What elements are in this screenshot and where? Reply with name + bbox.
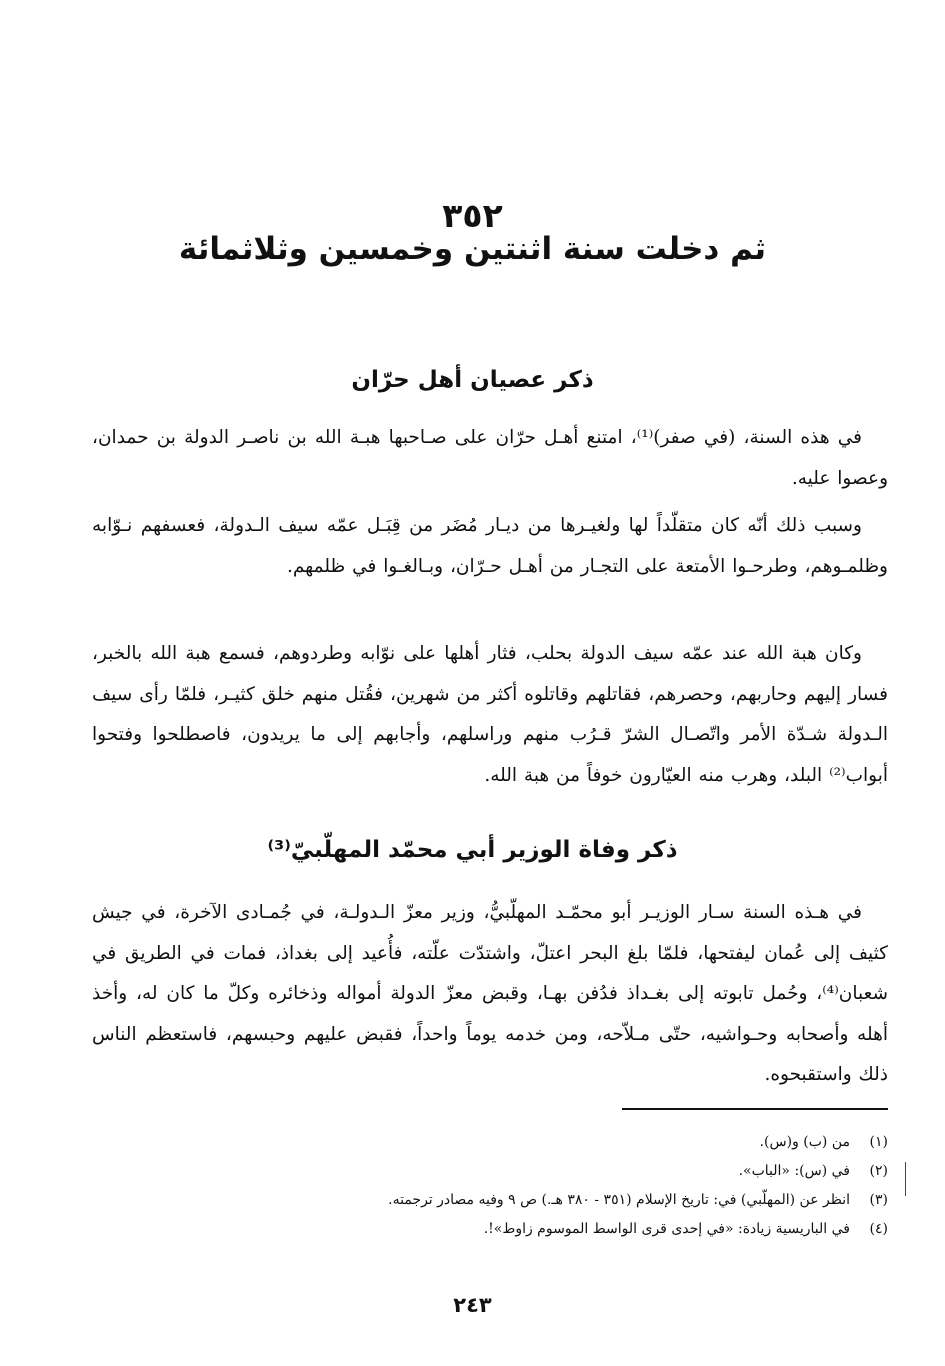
footnote-item bbox=[92, 1186, 888, 1215]
margin-mark bbox=[905, 1162, 906, 1196]
footnote-number: (١) bbox=[869, 1134, 888, 1150]
year-title: ثم دخلت سنة اثنتين وخمسين وثلاثمائة bbox=[178, 231, 767, 267]
paragraph bbox=[92, 893, 888, 1096]
footnote-text: انظر عن (المهلّبي) في: تاريخ الإسلام (٣٥١ - ٣٨٠ هـ.) ص ٩ وفيه مصادر ترجمته. bbox=[388, 1192, 850, 1208]
paragraph bbox=[92, 634, 888, 796]
footnote-item bbox=[92, 1157, 888, 1186]
footnote-item bbox=[92, 1215, 888, 1244]
footnotes bbox=[92, 1128, 888, 1244]
footnote-number: (٢) bbox=[869, 1163, 888, 1179]
section-heading-death-muhallabi: ذكر وفاة الوزير أبي محمّد المهلّبيّ⁽³⁾ bbox=[267, 837, 678, 863]
footnote-text: في الباريسية زيادة: «في إحدى قرى الواسط الموسوم زاوط»!. bbox=[483, 1221, 850, 1237]
paragraph-text: وسبب ذلك أنّه كان متقلّداً لها ولغيـرها من ديـار مُضَر من قِبَـل عمّه سيف الـدولة، فعسفهم نـوّابه وظلمـوهم، وطرحـوا الأمتعة على التجـار من أهـل حـرّان، وبـالغـوا في ظلمهم. bbox=[92, 515, 888, 577]
page-number: ٢٤٣ bbox=[453, 1293, 492, 1317]
footnote-number: (٤) bbox=[869, 1221, 888, 1237]
paragraph bbox=[92, 506, 888, 587]
paragraph-text: وكان هبة الله عند عمّه سيف الدولة بحلب، فثار أهلها على نوّابه وطردوهم، فسمع هبة الله بالخبر، فسار إليهم وحاربهم، وحصرهم، فقاتلهم وقاتلوه أكثر من شهرين، فقُتل منهم خلق كثيـر، فلمّا رأى سيف الـدولة شـدّة الأمر واتّصـال الشرّ قـرُب منهم وراسلهم، وأجابهم إلى ما يريدون، فاصطلحوا وفتحوا أبواب⁽²⁾ البلد، وهرب منه العيّارون خوفاً من هبة الله. bbox=[92, 643, 888, 786]
paragraph-text: في هـذه السنة سـار الوزيـر أبو محمّـد المهلّبيُّ، وزير معزّ الـدولـة، في جُمـادى الآخرة، في جيش كثيف إلى عُمان ليفتحها، فلمّا بلغ البحر اعتلّ، واشتدّت علّته، فأُعيد إلى بغداذ، فمات في الطريق في شعبان⁽⁴⁾، وحُمل تابوته إلى بغـداذ فدُفن بهـا، وقبض معزّ الدولة أمواله وذخائره وكلّ ما كان له، وأخذ أهله وأصحابه وحـواشيه، حتّى مـلاّحه، ومن خدمه يوماً واحداً، فقبض عليهم وحبسهم، فاستعظم الناس ذلك واستقبحوه. bbox=[92, 902, 888, 1085]
footnote-divider bbox=[622, 1108, 888, 1110]
year-number: ٣٥٢ bbox=[442, 196, 503, 235]
footnote-item bbox=[92, 1128, 888, 1157]
section-heading-revolt-harran: ذكر عصيان أهل حرّان bbox=[351, 367, 594, 393]
footnote-number: (٣) bbox=[869, 1192, 888, 1208]
footnote-text: في (س): «الباب». bbox=[738, 1163, 850, 1179]
paragraph bbox=[92, 418, 888, 499]
paragraph-text: في هذه السنة، (في صفر)⁽¹⁾، امتنع أهـل حرّان على صـاحبها هبـة الله بن ناصـر الدولة بن حمدان، وعصوا عليه. bbox=[92, 427, 888, 489]
footnote-text: من (ب) و(س). bbox=[759, 1134, 850, 1150]
